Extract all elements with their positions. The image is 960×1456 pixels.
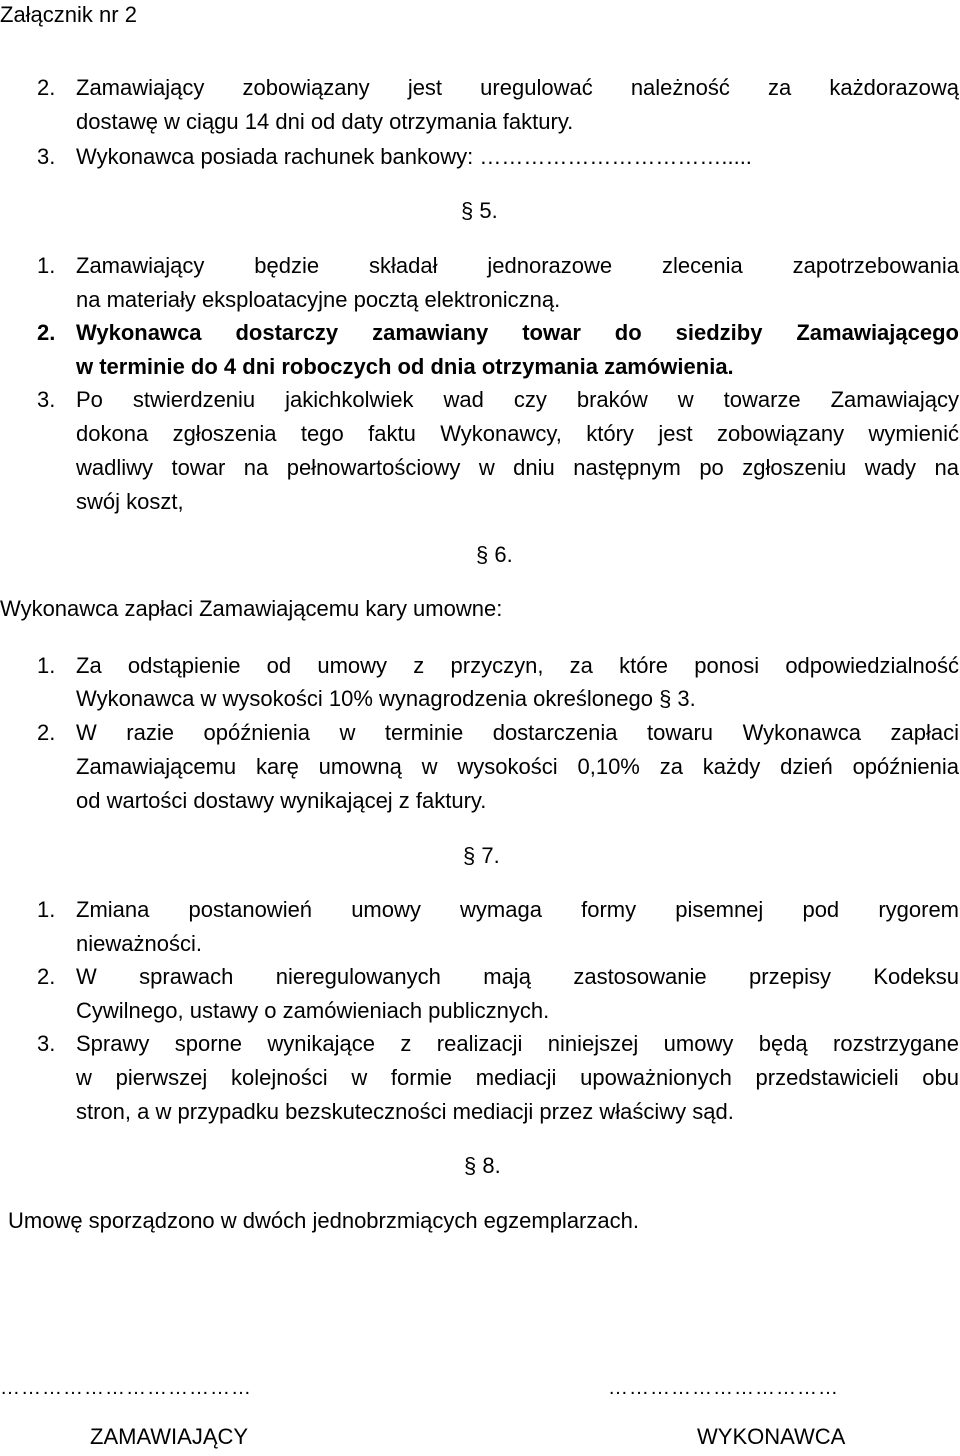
s7-item-2-line2: Cywilnego, ustawy o zamówieniach publicznych.: [76, 998, 550, 1023]
s5-item-3-number: 3.: [37, 387, 56, 412]
s7-item-1-number: 1.: [37, 897, 56, 922]
s6-item-2-line1: W razie opóźnienia w terminie dostarczenia towaru Wykonawca zapłaci: [76, 720, 959, 745]
s4-item-2-line1: Zamawiający zobowiązany jest uregulować należność za każdorazową: [76, 75, 959, 100]
s6-item-1-number: 1.: [37, 653, 56, 678]
s7-item-3-line1: Sprawy sporne wynikające z realizacji niniejszej umowy będą rozstrzygane: [76, 1031, 959, 1056]
signature-line-right: ……………………………: [608, 1377, 839, 1399]
s7-item-1-line1: Zmiana postanowień umowy wymaga formy pisemnej pod rygorem: [76, 897, 959, 922]
section-6-heading: § 6.: [476, 542, 513, 567]
s7-item-2-number: 2.: [37, 964, 56, 989]
s4-item-2-line2: dostawę w ciągu 14 dni od daty otrzymania faktury.: [76, 109, 574, 134]
s5-item-1-line2: na materiały eksploatacyjne pocztą elektroniczną.: [76, 287, 561, 312]
s6-item-2-number: 2.: [37, 720, 56, 745]
s7-item-2-line1: W sprawach nieregulowanych mają zastosowanie przepisy Kodeksu: [76, 964, 959, 989]
s5-item-1-line1: Zamawiający będzie składał jednorazowe zlecenia zapotrzebowania: [76, 253, 959, 278]
signature-line-left: ………………………………: [0, 1377, 252, 1399]
s5-item-3-line2: dokona zgłoszenia tego faktu Wykonawcy, który jest zobowiązany wymienić: [76, 421, 959, 446]
s5-item-3-line4: swój koszt,: [76, 489, 184, 514]
s4-item-3-number: 3.: [37, 144, 56, 169]
signature-label-wykonawca: WYKONAWCA: [697, 1424, 846, 1449]
s6-item-1-line1: Za odstąpienie od umowy z przyczyn, za które ponosi odpowiedzialność: [76, 653, 959, 678]
s5-item-2-line2: w terminie do 4 dni roboczych od dnia otrzymania zamówienia.: [76, 354, 734, 379]
section-7-heading: § 7.: [463, 843, 500, 868]
s4-item-2-number: 2.: [37, 75, 56, 100]
section-5-heading: § 5.: [461, 198, 498, 223]
s5-item-2-number: 2.: [37, 320, 56, 345]
s5-item-2-line1: Wykonawca dostarczy zamawiany towar do siedziby Zamawiającego: [76, 320, 959, 345]
s5-item-3-line1: Po stwierdzeniu jakichkolwiek wad czy braków w towarze Zamawiający: [76, 387, 959, 412]
s7-item-1-line2: nieważności.: [76, 931, 202, 956]
s7-item-3-line3: stron, a w przypadku bezskuteczności mediacji przez właściwy sąd.: [76, 1099, 734, 1124]
s4-item-3-line1: Wykonawca posiada rachunek bankowy: …………………………….....: [76, 144, 752, 169]
signature-label-zamawiajacy: ZAMAWIAJĄCY: [90, 1424, 249, 1449]
s8-text: Umowę sporządzono w dwóch jednobrzmiących egzemplarzach.: [8, 1208, 639, 1233]
s7-item-3-number: 3.: [37, 1031, 56, 1056]
s5-item-3-line3: wadliwy towar na pełnowartościowy w dniu następnym po zgłoszeniu wady na: [76, 455, 959, 480]
s5-item-1-number: 1.: [37, 253, 56, 278]
s6-item-2-line3: od wartości dostawy wynikającej z faktury.: [76, 788, 487, 813]
attachment-title: Załącznik nr 2: [0, 2, 137, 27]
s7-item-3-line2: w pierwszej kolejności w formie mediacji upoważnionych przedstawicieli obu: [76, 1065, 959, 1090]
section-8-heading: § 8.: [464, 1153, 501, 1178]
s6-item-2-line2: Zamawiającemu karę umowną w wysokości 0,10% za każdy dzień opóźnienia: [76, 754, 959, 779]
s6-intro: Wykonawca zapłaci Zamawiającemu kary umowne:: [0, 596, 503, 621]
s6-item-1-line2: Wykonawca w wysokości 10% wynagrodzenia określonego § 3.: [76, 686, 696, 711]
